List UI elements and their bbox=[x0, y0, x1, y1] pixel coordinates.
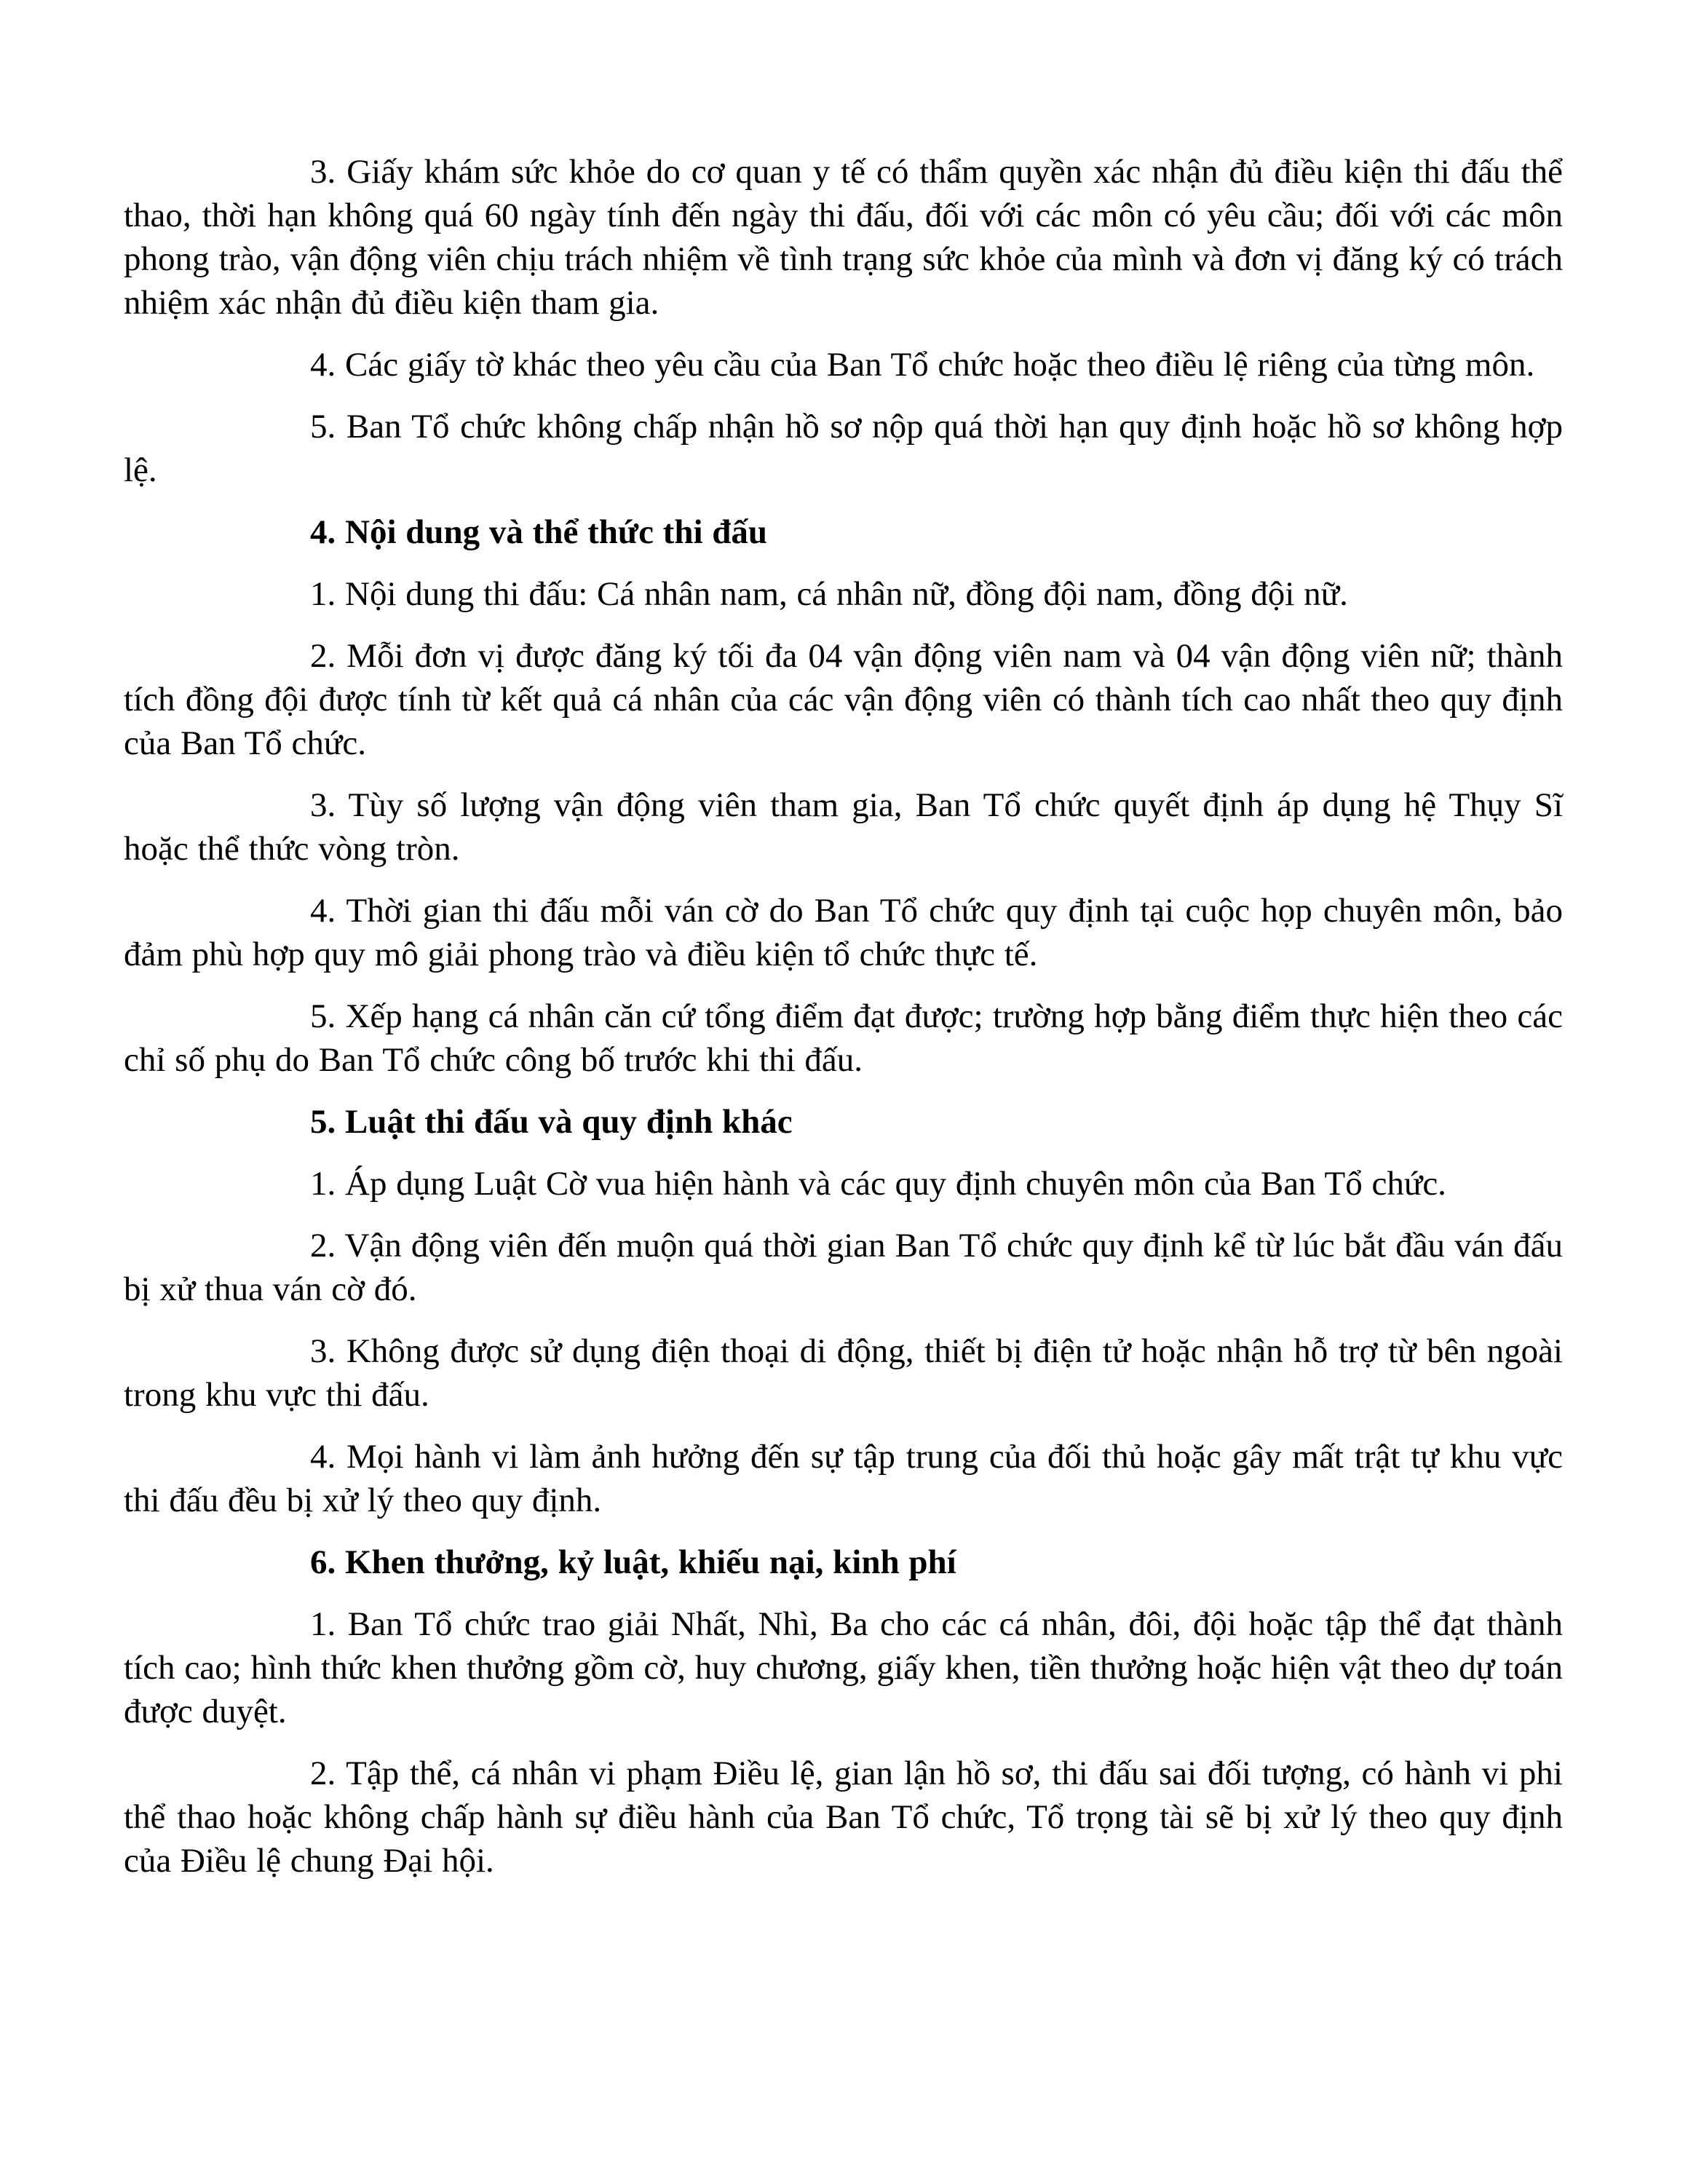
paragraph-content-item-1: 1. Nội dung thi đấu: Cá nhân nam, cá nhân nữ, đồng đội nam, đồng đội nữ. bbox=[310, 575, 1348, 613]
paragraph-rules-item-2: 2. Vận động viên đến muộn quá thời gian Ban Tổ chức quy định kể từ lúc bắt đầu ván đấu bị xử thua ván cờ đó. bbox=[124, 1227, 1563, 1308]
paragraph-doc-item-3: 3. Giấy khám sức khỏe do cơ quan y tế có thẩm quyền xác nhận đủ điều kiện thi đấu thể thao, thời hạn không quá 60 ngày tính đến ngày thi đấu, đối với các môn có yêu cầu; đối với các môn phong trào, vận động viên chịu trách nhiệm về tình trạng sức khỏe của mình và đơn vị đăng ký có trách nhiệm xác nhận đủ điều kiện tham gia. bbox=[124, 153, 1563, 322]
paragraph-rules-item-1: 1. Áp dụng Luật Cờ vua hiện hành và các quy định chuyên môn của Ban Tổ chức. bbox=[310, 1165, 1446, 1203]
paragraph-awards-item-2: 2. Tập thể, cá nhân vi phạm Điều lệ, gian lận hồ sơ, thi đấu sai đối tượng, có hành vi phi thể thao hoặc không chấp hành sự điều hành của Ban Tổ chức, Tổ trọng tài sẽ bị xử lý theo quy định của Điều lệ chung Đại hội. bbox=[124, 1754, 1563, 1880]
paragraph-doc-item-5: 5. Ban Tổ chức không chấp nhận hồ sơ nộp quá thời hạn quy định hoặc hồ sơ không hợp lệ. bbox=[124, 408, 1563, 489]
section-heading-6: 6. Khen thưởng, kỷ luật, khiếu nại, kinh phí bbox=[310, 1543, 956, 1581]
paragraph-content-item-4: 4. Thời gian thi đấu mỗi ván cờ do Ban Tổ chức quy định tại cuộc họp chuyên môn, bảo đảm phù hợp quy mô giải phong trào và điều kiện tổ chức thực tế. bbox=[124, 892, 1563, 973]
paragraph-content-item-5: 5. Xếp hạng cá nhân căn cứ tổng điểm đạt được; trường hợp bằng điểm thực hiện theo các chỉ số phụ do Ban Tổ chức công bố trước khi thi đấu. bbox=[124, 997, 1563, 1079]
paragraph-content-item-3: 3. Tùy số lượng vận động viên tham gia, Ban Tổ chức quyết định áp dụng hệ Thụy Sĩ hoặc thể thức vòng tròn. bbox=[124, 786, 1563, 868]
paragraph-doc-item-4: 4. Các giấy tờ khác theo yêu cầu của Ban Tổ chức hoặc theo điều lệ riêng của từng môn. bbox=[310, 346, 1535, 384]
paragraph-awards-item-1: 1. Ban Tổ chức trao giải Nhất, Nhì, Ba cho các cá nhân, đôi, đội hoặc tập thể đạt thành tích cao; hình thức khen thưởng gồm cờ, huy chương, giấy khen, tiền thưởng hoặc hiện vật theo dự toán được duyệt. bbox=[124, 1605, 1563, 1730]
section-heading-4: 4. Nội dung và thể thức thi đấu bbox=[310, 513, 768, 551]
paragraph-content-item-2: 2. Mỗi đơn vị được đăng ký tối đa 04 vận động viên nam và 04 vận động viên nữ; thành tích đồng đội được tính từ kết quả cá nhân của các vận động viên có thành tích cao nhất theo quy định của Ban Tổ chức. bbox=[124, 637, 1563, 762]
paragraph-rules-item-3: 3. Không được sử dụng điện thoại di động, thiết bị điện tử hoặc nhận hỗ trợ từ bên ngoài trong khu vực thi đấu. bbox=[124, 1332, 1563, 1414]
paragraph-rules-item-4: 4. Mọi hành vi làm ảnh hưởng đến sự tập trung của đối thủ hoặc gây mất trật tự khu vực thi đấu đều bị xử lý theo quy định. bbox=[124, 1438, 1563, 1519]
section-heading-5: 5. Luật thi đấu và quy định khác bbox=[310, 1103, 793, 1141]
